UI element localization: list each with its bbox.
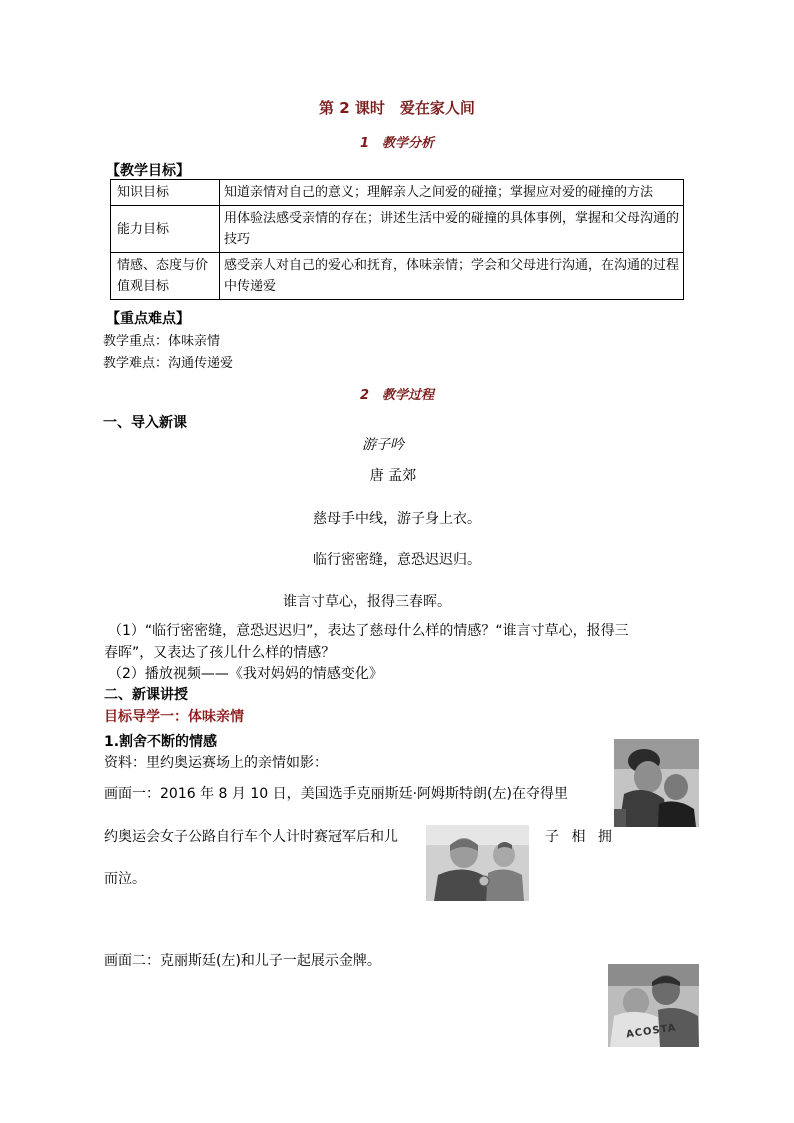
section-heading-process: 2 教学过程 (359, 388, 435, 403)
goal-guide-heading: 目标导学一：体味亲情 (104, 709, 244, 725)
jersey-text: ACOSTA (625, 1022, 678, 1041)
scene1-line-1: 画面一：2016 年 8 月 10 日，美国选手克丽斯廷·阿姆斯特朗(左)在夺得里 (104, 786, 568, 802)
material-text: 资料：里约奥运赛场上的亲情如影： (104, 755, 328, 771)
question-2: （2）播放视频——《我对妈妈的情感变化》 (108, 666, 383, 682)
goal-text: 用体验法感受亲情的存在；讲述生活中爱的碰撞的具体事例，掌握和父母沟通的技巧 (220, 206, 684, 253)
goal-label: 能力目标 (111, 206, 220, 253)
goal-text: 知道亲情对自己的意义；理解亲人之间爱的碰撞；掌握应对爱的碰撞的方法 (220, 180, 684, 206)
scene2-text: 画面二：克丽斯廷(左)和儿子一起展示金牌。 (104, 953, 381, 969)
table-row (111, 206, 684, 253)
table-row (111, 180, 684, 206)
poem-title: 游子吟 (362, 437, 404, 453)
question-1-line-2: 春晖”，又表达了孩儿什么样的情感？ (104, 645, 336, 661)
goals-header: 【教学目标】 (106, 163, 190, 179)
part2-header: 二、新课讲授 (104, 687, 188, 703)
photo-hug (614, 739, 699, 827)
part1-header: 一、导入新课 (103, 415, 187, 431)
question-1-line-1: （1）“临行密密缝，意恐迟迟归”，表达了慈母什么样的情感？“谁言寸草心，报得三 (108, 623, 629, 639)
section-heading-analysis: 1 教学分析 (359, 136, 435, 151)
poem-line: 谁言寸草心，报得三春晖。 (283, 594, 451, 610)
scene1-line-3: 而泣。 (104, 871, 146, 887)
table-row (111, 253, 684, 300)
goal-label: 知识目标 (111, 180, 220, 206)
scene1-line-2: 约奥运会女子公路自行车个人计时赛冠军后和儿 (104, 829, 398, 845)
poem-line: 临行密密缝，意恐迟迟归。 (313, 552, 481, 568)
poem-author: 唐 孟郊 (369, 468, 417, 484)
difficult-point: 教学难点：沟通传递爱 (103, 356, 234, 371)
subheading-inseparable-feelings: 1.割舍不断的情感 (104, 734, 218, 750)
lesson-title: 第 2 课时 爱在家人间 (319, 99, 475, 117)
poem-line: 慈母手中线，游子身上衣。 (313, 511, 481, 527)
goal-label: 情感、态度与价值观目标 (111, 253, 220, 300)
key-point: 教学重点：体味亲情 (103, 334, 221, 349)
photo-embrace (608, 964, 699, 1047)
photo-medal (426, 825, 529, 901)
key-points-header: 【重点难点】 (106, 311, 190, 327)
goal-text: 感受亲人对自己的爱心和抚育，体味亲情；学会和父母进行沟通，在沟通的过程中传递爱 (220, 253, 684, 300)
scene1-line-2-end: 子 相 拥 (545, 829, 616, 845)
goals-table (110, 179, 684, 300)
